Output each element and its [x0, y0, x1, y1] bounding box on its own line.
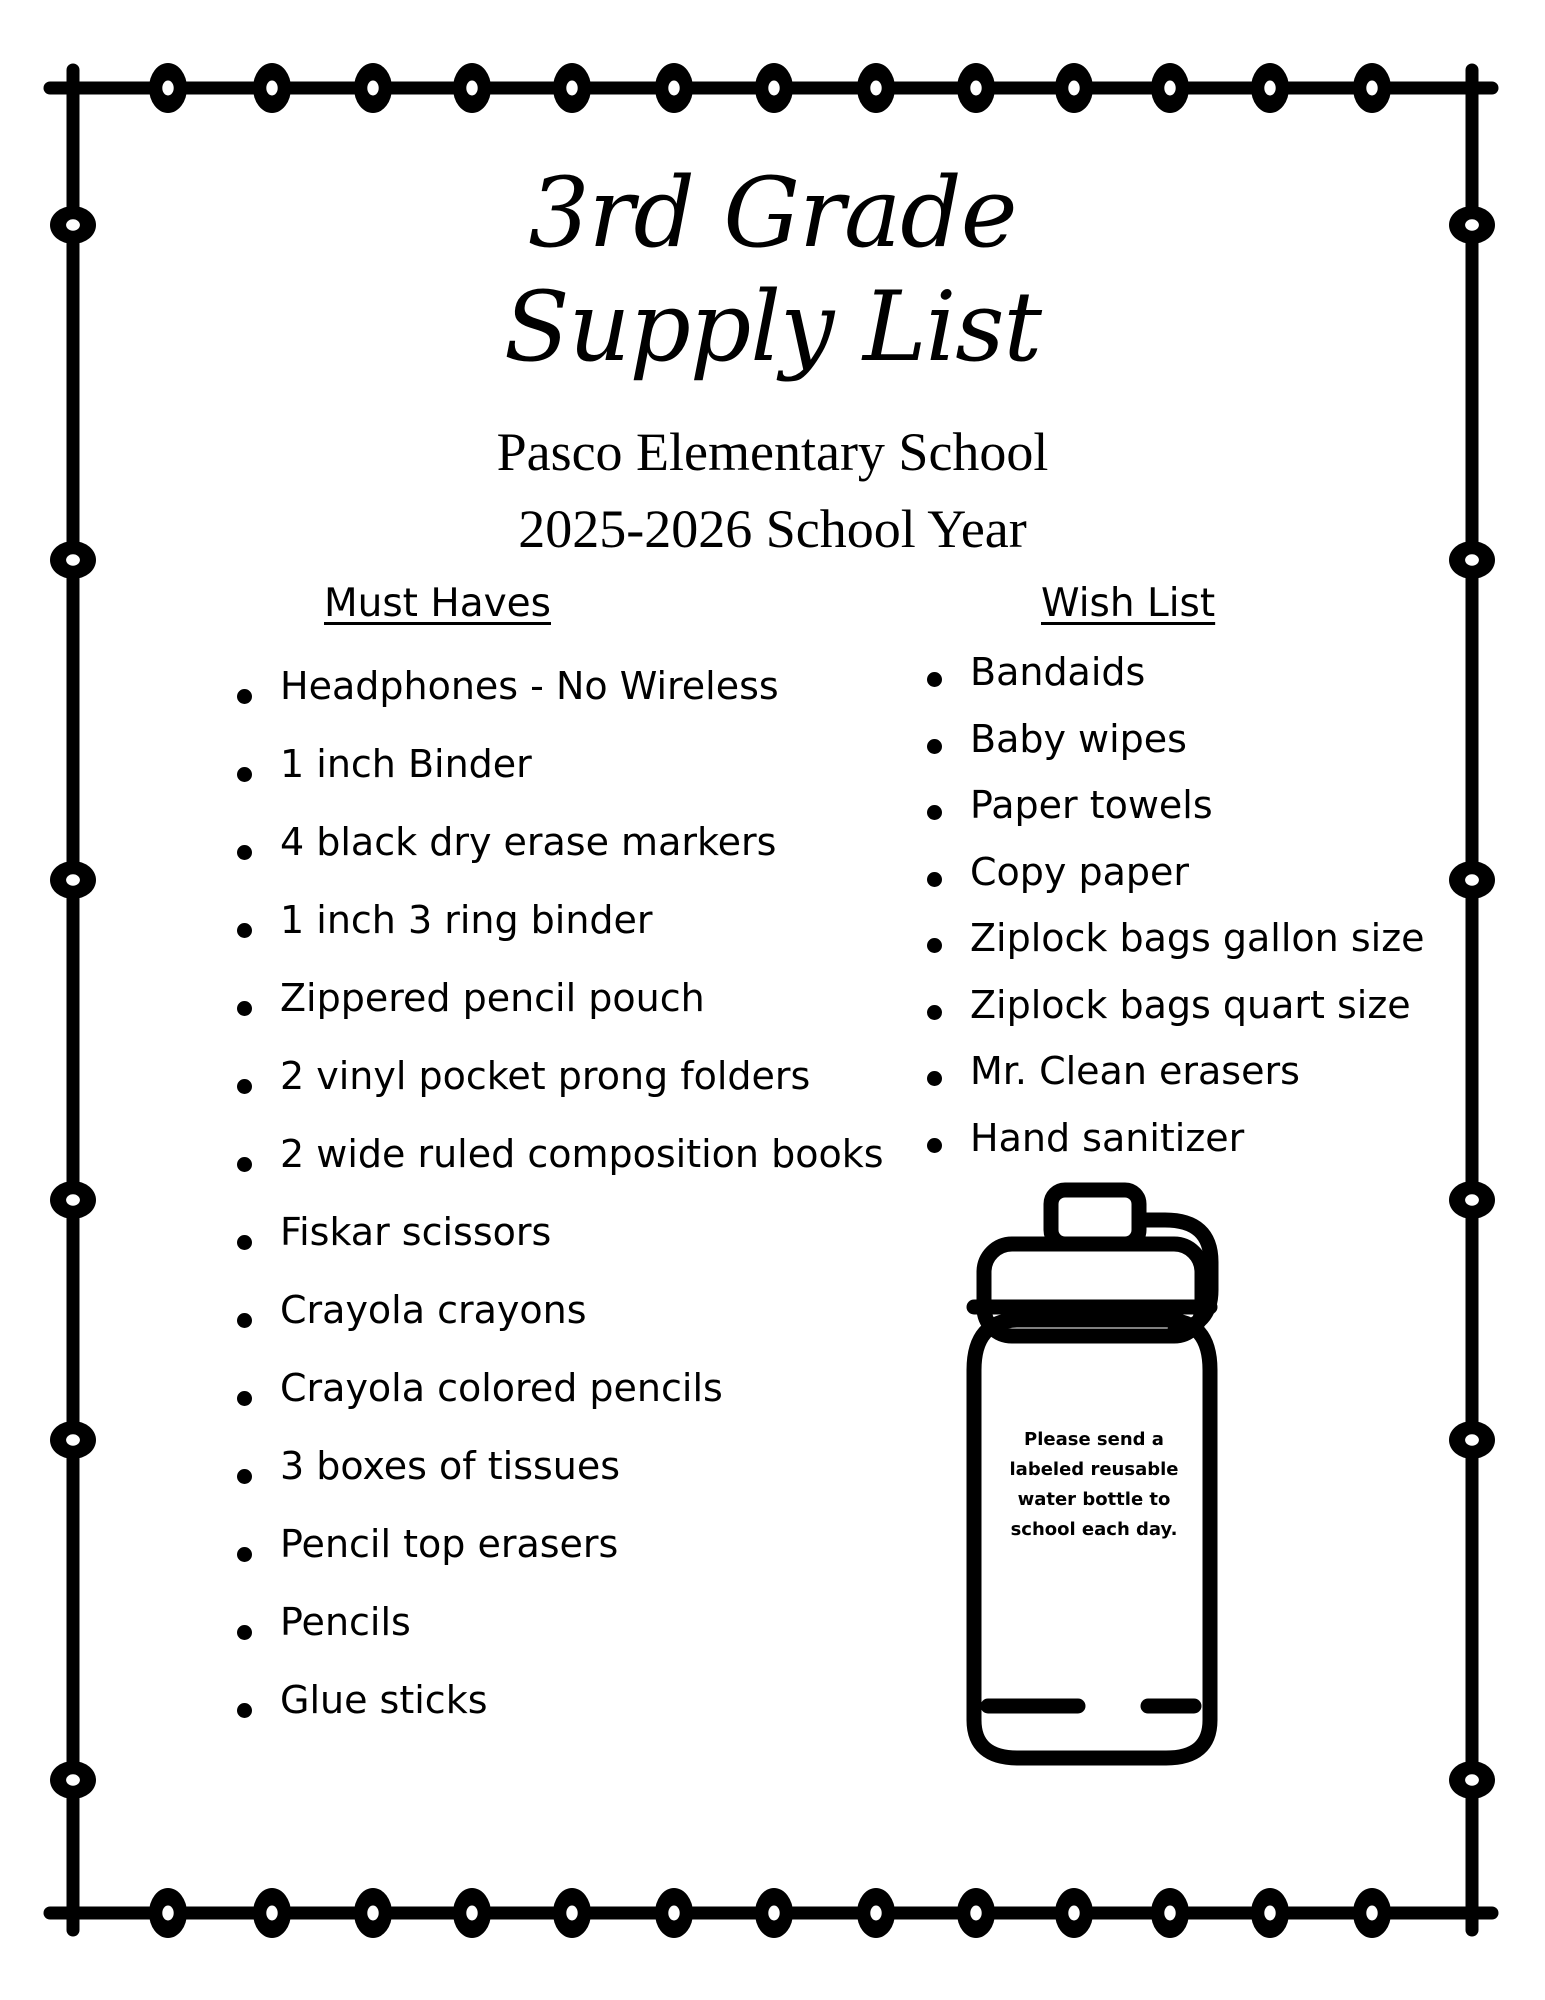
- must-haves-list: [237, 657, 884, 1749]
- border-knot-hole: [1164, 81, 1175, 96]
- wish-list-item: Ziplock bags quart size: [927, 979, 1425, 1046]
- wish-list-item: Ziplock bags gallon size: [927, 912, 1425, 979]
- border-knot-hole: [668, 1906, 679, 1921]
- border-knot-hole: [162, 81, 173, 96]
- must-have-item: Crayola crayons: [237, 1281, 884, 1359]
- water-bottle-icon: [960, 1180, 1270, 1770]
- border-knot-hole: [1164, 1906, 1175, 1921]
- page-title-line-2: Supply List: [503, 271, 1042, 383]
- school-year: 2025-2026 School Year: [518, 499, 1027, 559]
- border-knot-hole: [1068, 1906, 1079, 1921]
- border-knot-hole: [266, 1906, 277, 1921]
- must-have-item: 2 wide ruled composition books: [237, 1125, 884, 1203]
- border-knot-hole: [466, 1906, 477, 1921]
- must-haves-heading: Must Haves: [324, 581, 551, 626]
- border-knot-hole: [367, 1906, 378, 1921]
- border-knot-hole: [970, 1906, 981, 1921]
- border-knot-hole: [66, 1194, 80, 1205]
- border-knot-hole: [466, 81, 477, 96]
- border-knot-hole: [1068, 81, 1079, 96]
- border-knot-hole: [970, 81, 981, 96]
- border-knot-hole: [1465, 874, 1479, 885]
- border-knot-hole: [870, 1906, 881, 1921]
- must-have-item: 2 vinyl pocket prong folders: [237, 1047, 884, 1125]
- border-knot-hole: [1465, 1774, 1479, 1785]
- must-have-item: Crayola colored pencils: [237, 1359, 884, 1437]
- must-have-item: Zippered pencil pouch: [237, 969, 884, 1047]
- border-knot-hole: [1264, 1906, 1275, 1921]
- border-knot-hole: [1465, 1434, 1479, 1445]
- must-have-item: 3 boxes of tissues: [237, 1437, 884, 1515]
- border-knot-hole: [1366, 1906, 1377, 1921]
- border-knot-hole: [566, 1906, 577, 1921]
- border-knot-hole: [870, 81, 881, 96]
- border-knot-hole: [668, 81, 679, 96]
- wish-list-item: Baby wipes: [927, 713, 1425, 780]
- must-have-item: Fiskar scissors: [237, 1203, 884, 1281]
- wish-list-item: Hand sanitizer: [927, 1112, 1425, 1179]
- must-have-item: 4 black dry erase markers: [237, 813, 884, 891]
- school-name: Pasco Elementary School: [496, 422, 1049, 482]
- must-have-item: Headphones - No Wireless: [237, 657, 884, 735]
- wish-list-item: Paper towels: [927, 779, 1425, 846]
- border-knot-hole: [1465, 1194, 1479, 1205]
- must-have-item: 1 inch Binder: [237, 735, 884, 813]
- wish-list-heading: Wish List: [1041, 581, 1216, 626]
- border-knot-hole: [66, 1434, 80, 1445]
- wish-list-item: Bandaids: [927, 646, 1425, 713]
- border-knot-hole: [768, 1906, 779, 1921]
- border-knot-hole: [66, 874, 80, 885]
- must-have-item: Glue sticks: [237, 1671, 884, 1749]
- must-have-item: Pencils: [237, 1593, 884, 1671]
- border-knot-hole: [162, 1906, 173, 1921]
- border-knot-hole: [367, 81, 378, 96]
- page-title-line-1: 3rd Grade: [528, 157, 1017, 269]
- border-knot-hole: [1264, 81, 1275, 96]
- must-have-item: 1 inch 3 ring binder: [237, 891, 884, 969]
- wish-list-item: Mr. Clean erasers: [927, 1045, 1425, 1112]
- border-knot-hole: [266, 81, 277, 96]
- border-knot-hole: [66, 1774, 80, 1785]
- water-bottle-note: Please send a labeled reusable water bottle to school each day.: [1009, 1429, 1179, 1540]
- must-have-item: Pencil top erasers: [237, 1515, 884, 1593]
- border-knot-hole: [1366, 81, 1377, 96]
- wish-list-item: Copy paper: [927, 846, 1425, 913]
- wish-list: [927, 646, 1425, 1178]
- border-knot-hole: [566, 81, 577, 96]
- border-knot-hole: [768, 81, 779, 96]
